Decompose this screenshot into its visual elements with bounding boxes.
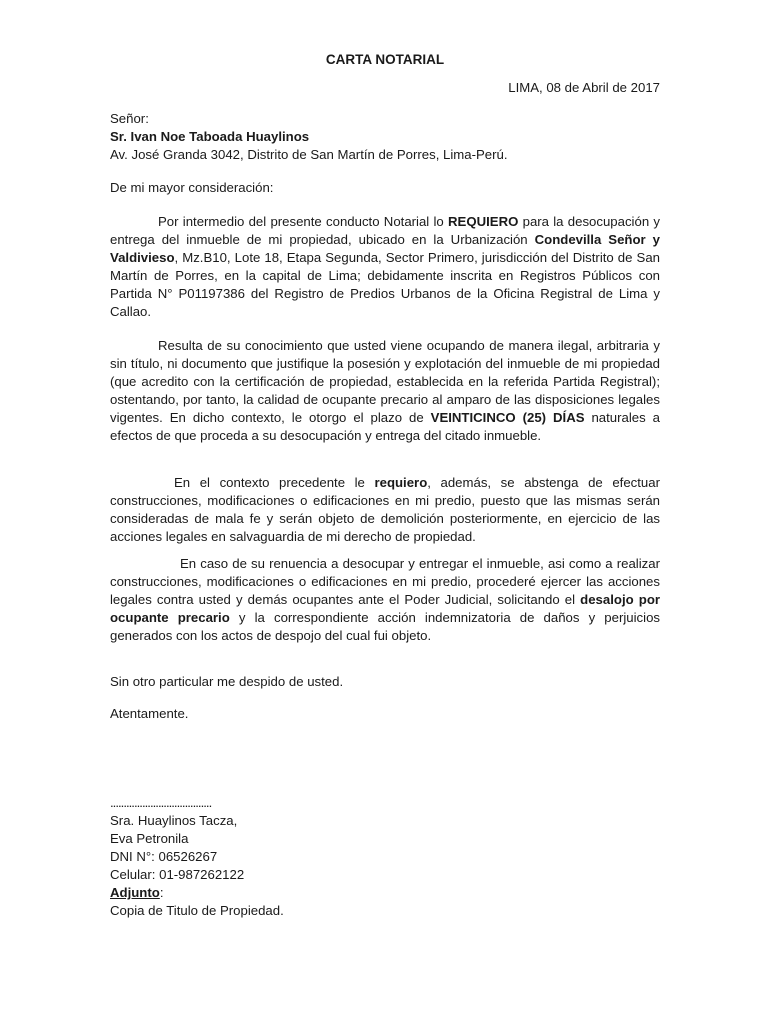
document-title: CARTA NOTARIAL [325, 52, 445, 67]
signer-name-2: Eva Petronila [110, 831, 189, 846]
paragraph-3 [110, 474, 660, 546]
signer-name-1: Sra. Huaylinos Tacza, [110, 813, 238, 828]
recipient-block [110, 110, 660, 164]
p4-text-a: En caso de su renuencia a desocupar y entregar el inmueble, asi como a realizar construcciones, modificaciones o edificaciones en mi predio, procederé ejercer las acciones legales contra usted y demás ocupantes ante el Poder Judicial, solicitando el [110, 556, 660, 607]
attachment-colon: : [159, 885, 164, 900]
signature-line: ...................................... [110, 795, 212, 810]
greeting: De mi mayor consideración: [110, 180, 274, 195]
signature-block [110, 794, 660, 920]
p1-text-a: Por intermedio del presente conducto Notarial lo [158, 214, 449, 229]
attachment-item: Copia de Titulo de Propiedad. [110, 903, 284, 918]
p4-bold-desalojo: desalojo por ocupante precario [110, 592, 661, 625]
p1-text-c: para la desocupación y entrega del inmueble de mi propiedad, ubicado en la Urbanización [110, 214, 661, 247]
closing-line: Sin otro particular me despido de usted. [110, 674, 344, 689]
p1-bold-urbanizacion: Condevilla Señor y Valdivieso [110, 232, 660, 265]
signer-phone: Celular: 01-987262122 [110, 867, 245, 882]
recipient-name: Sr. Ivan Noe Taboada Huaylinos [110, 129, 310, 144]
p2-text-a: Resulta de su conocimiento que usted viene ocupando de manera ilegal, arbitraria y sin título, ni documento que justifique la posesión y explotación del inmueble de mi propiedad (que acredito con la certificación de propiedad, establecida en la referida Partida Registral); ostentando, por tanto, la calidad de ocupante precario al amparo de las disposiciones legales vigentes. En dicho contexto, le otorgo el plazo de [110, 338, 660, 425]
recipient-address: Av. José Granda 3042, Distrito de San Martín de Porres, Lima-Perú. [110, 147, 508, 162]
signer-dni: DNI N°: 06526267 [110, 849, 218, 864]
p3-bold-requiero: requiero [374, 475, 428, 490]
paragraph-1 [110, 213, 660, 321]
p2-text-c: naturales a efectos de que proceda a su desocupación y entrega del citado inmueble. [110, 410, 661, 443]
p2-bold-plazo: VEINTICINCO (25) DÍAS [430, 410, 585, 425]
p4-text-c: y la correspondiente acción indemnizatoria de daños y perjuicios generados con los actos de despojo del cual fui objeto. [110, 610, 660, 643]
p3-text-a: En el contexto precedente le [174, 475, 375, 490]
attachment-heading [110, 884, 660, 902]
farewell: Atentamente. [110, 706, 189, 721]
paragraph-2 [110, 337, 660, 445]
p1-bold-requiero: REQUIERO [448, 214, 519, 229]
p3-text-c: , además, se abstenga de efectuar construcciones, modificaciones o edificaciones en mi predio, puesto que las mismas serán consideradas de mala fe y serán objeto de demolición posteriormente, en ejercicio de las acciones legales en salvaguardia de mi derecho de propiedad. [110, 475, 660, 544]
letter-date: LIMA, 08 de Abril de 2017 [508, 80, 660, 95]
p1-text-e: , Mz.B10, Lote 18, Etapa Segunda, Sector Primero, jurisdicción del Distrito de San Martín de Porres, en la capital de Lima; debidamente inscrita en Registros Públicos con Partida N° P01197386 del Registro de Predios Urbanos de la Oficina Registral de Lima y Callao. [110, 250, 660, 319]
paragraph-4 [110, 555, 660, 645]
recipient-salutation: Señor: [110, 111, 149, 126]
attachment-label: Adjunto [110, 885, 160, 900]
